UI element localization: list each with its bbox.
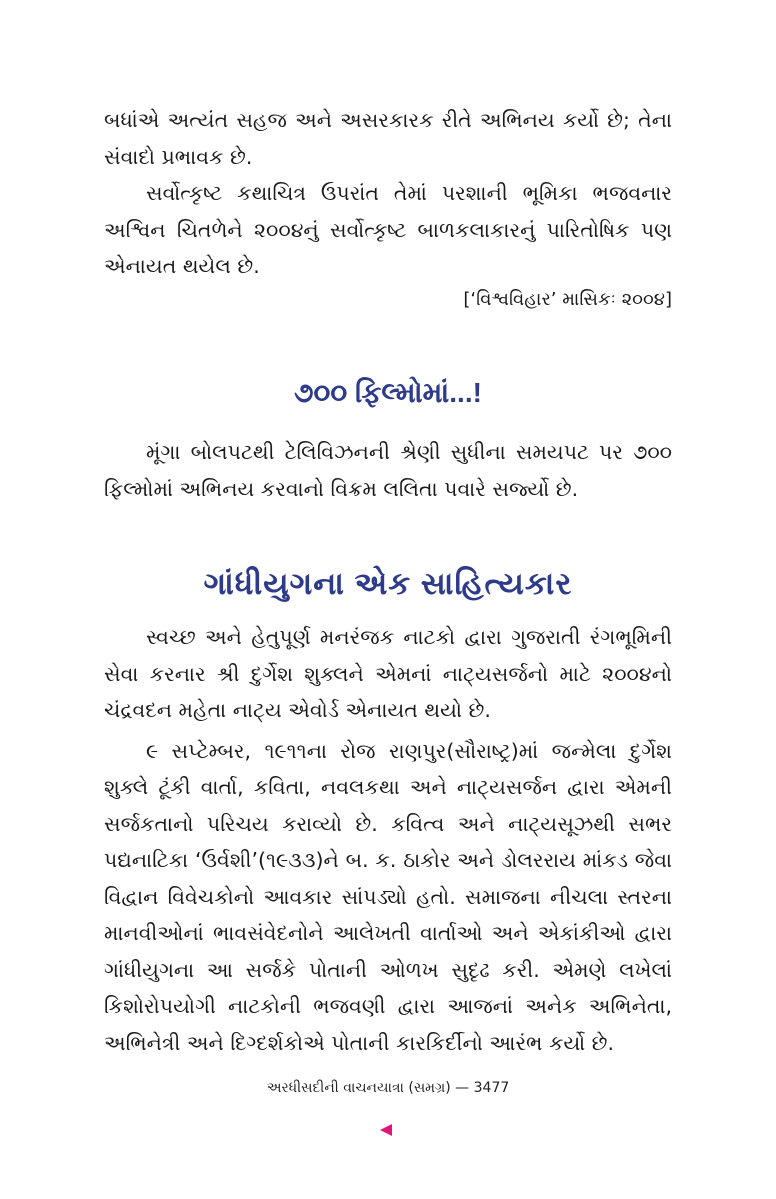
article-gandhi-era xyxy=(104,619,672,1061)
paragraph-1: બધાંએ અત્યંત સહજ અને અસરકારક રીતે અભિનય કર્યો છે; તેના સંવાદો પ્રભાવક છે. xyxy=(104,108,672,169)
paragraph-700-films: મૂંગા બોલપટથી ટેલિવિઝનની શ્રેણી સુધીના સમયપટ પર ૭૦૦ ફિલ્મોમાં અભિનય કરવાનો વિક્રમ લલિતા પવારે સર્જ્યો છે. xyxy=(104,440,672,501)
page-footer: અરધીસદીની વાચનયાત્રા (સમગ્ર) — 3477 xyxy=(266,1080,510,1096)
paragraph-gandhi-2: ૯ સપ્ટેમ્બર, ૧૯૧૧ના રોજ રાણપુર(સૌરાષ્ટ્ર)માં જન્મેલા દુર્ગેશ શુક્લે ટૂંકી વાર્તા, કવિતા, નવલકથા અને નાટ્યસર્જન દ્વારા એમની સર્જકતાનો પરિચય કરાવ્યો છે. કવિત્વ અને નાટ્યસૂઝથી સભર પદ્યનાટિકા ‘ઉર્વશી’(૧૯૩૩)ને બ. ક. ઠાકોર અને ડોલરરાય માંકડ જેવા વિદ્વાન વિવેચકોનો આવકાર સાંપડ્યો હતો. સમાજના નીચલા સ્તરના માનવીઓનાં ભાવસંવેદનોને આલેખતી વાર્તાઓ અને એકાંકીઓ દ્વારા ગાંધીયુગના આ સર્જકે પોતાની ઓળખ સુદૃઢ કરી. એમણે લખેલાં કિશોરોપયોગી નાટકોની ભજવણી દ્વારા આજનાં અનેક અભિનેતા, અભિનેત્રી અને દિગ્દર્શકોએ પોતાની કારકિર્દીનો આરંભ કર્યો છે. xyxy=(104,738,672,1055)
article-continuation xyxy=(104,102,672,285)
section-heading-700-films: ૭૦૦ ફિલ્મોમાં...! xyxy=(294,377,482,408)
source-citation: [‘વિશ્વવિહાર’ માસિકઃ ૨૦૦૪] xyxy=(463,289,672,310)
section-heading-gandhi-era: ગાંધીયુગના એક સાહિત્યકાર xyxy=(203,566,573,601)
paragraph-2: સર્વોત્કૃષ્ટ કથાચિત્ર ઉપરાંત તેમાં પરશાની ભૂમિકા ભજવનાર અશ્વિન ચિતળેને ૨૦૦૪નું સર્વોત્કૃષ્ટ બાળકલાકારનું પારિતોષિક પણ એનાયત થયેલ છે. xyxy=(104,181,672,278)
paragraph-gandhi-1: સ્વચ્છ અને હેતુપૂર્ણ મનરંજક નાટકો દ્વારા ગુજરાતી રંગભૂમિની સેવા કરનાર શ્રી દુર્ગેશ શુક્લને એમનાં નાટ્યસર્જનો માટે ૨૦૦૪નો ચંદ્રવદન મહેતા નાટ્ય એવોર્ડ એનાયત થયો છે. xyxy=(104,625,672,722)
triangle-left-icon[interactable] xyxy=(380,1124,392,1136)
article-700-films xyxy=(104,434,672,507)
